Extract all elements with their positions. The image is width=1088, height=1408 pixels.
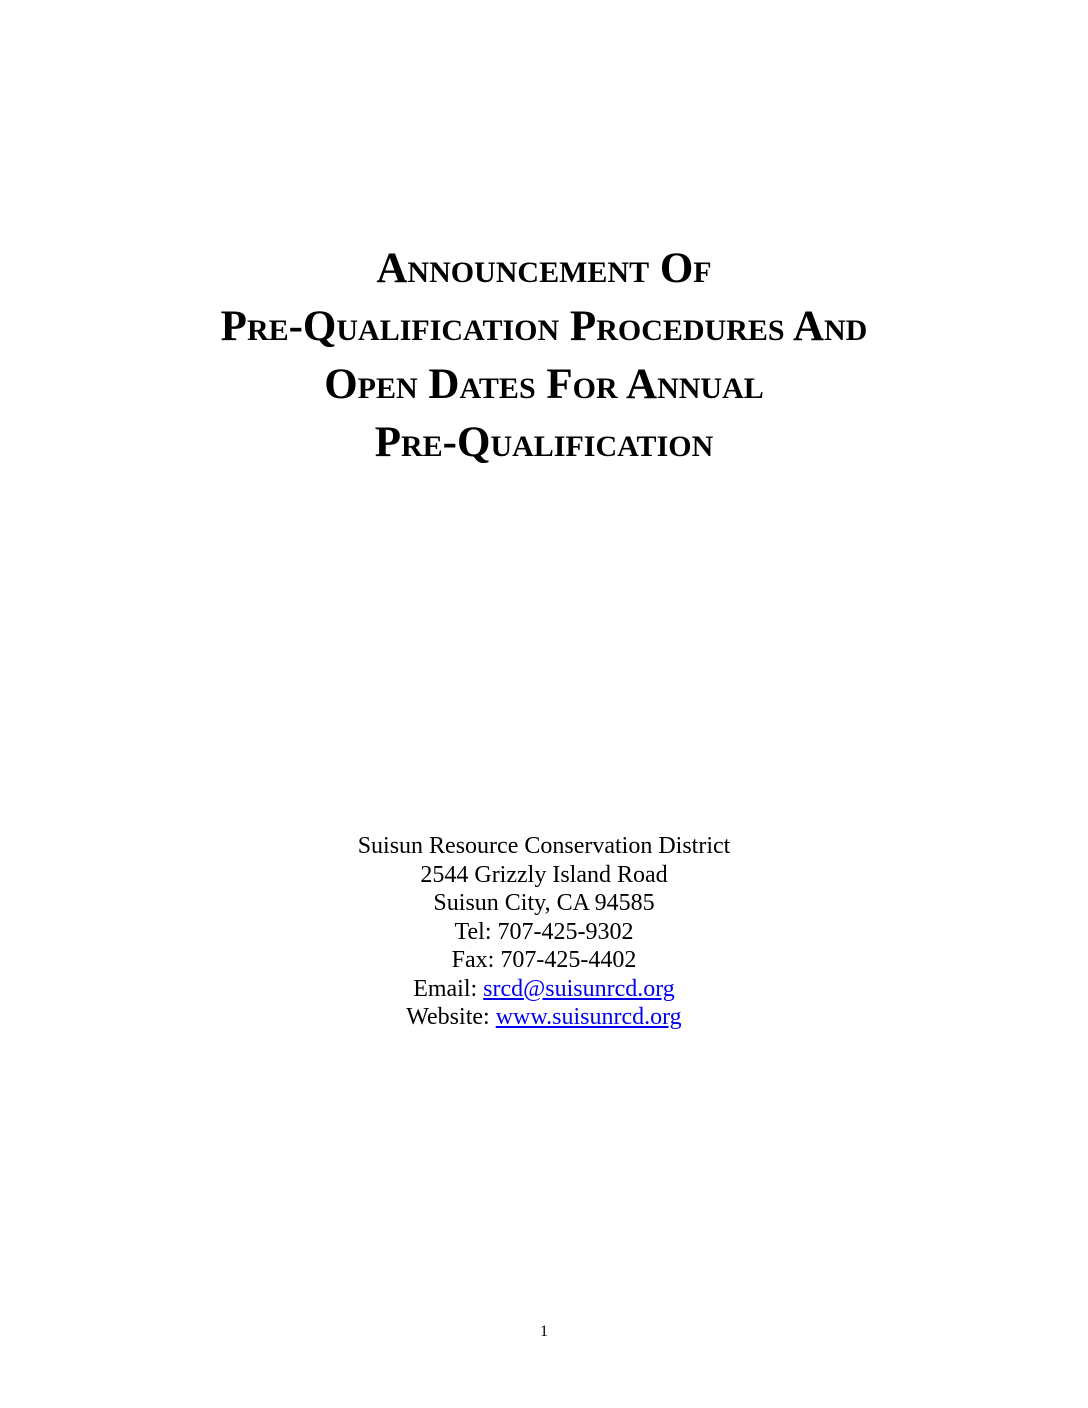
page-number: 1 [540,1323,548,1340]
title-line-2: Pre-Qualification Procedures And [220,303,868,350]
email-line [0,975,1088,1004]
title-line-3: Open Dates For Annual [324,361,764,408]
title-line-1: Announcement Of [376,245,712,292]
fax: Fax: 707-425-4402 [451,947,637,973]
website-label: Website: [406,1004,496,1030]
document-title [0,240,1088,472]
telephone: Tel: 707-425-9302 [454,918,634,945]
website-line [0,1003,1088,1032]
address-city: Suisun City, CA 94585 [433,890,655,916]
website-link[interactable]: www.suisunrcd.org [495,1004,682,1030]
address-street: 2544 Grizzly Island Road [420,861,668,888]
email-link[interactable]: srcd@suisunrcd.org [483,975,675,1002]
contact-info [0,832,1088,1032]
title-line-4: Pre-Qualification [374,419,714,466]
organization-name: Suisun Resource Conservation District [357,833,731,859]
email-label: Email: [413,975,484,1002]
